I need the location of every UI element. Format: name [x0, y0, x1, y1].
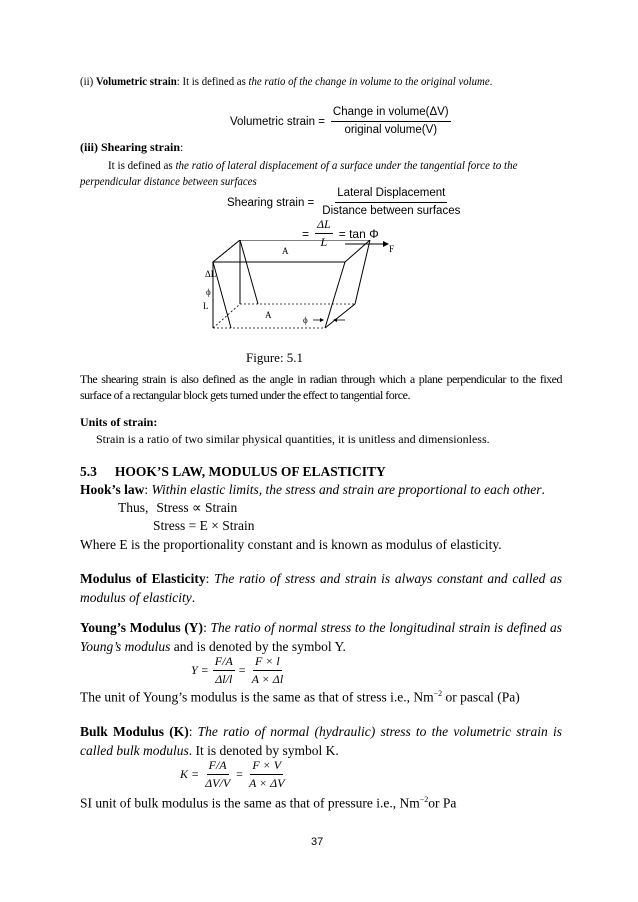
bulk-modulus-definition: The ratio of normal (hydraulic) stress to the volumetric strain is called bulk modulus [80, 724, 562, 758]
units-text: Strain is a ratio of two similar physical quantities, it is unitless and dimensionless. [96, 432, 490, 446]
fraction-numerator: F × l [253, 654, 282, 671]
phi-arrow-label: ϕ [303, 315, 308, 325]
heading-colon: : [180, 140, 184, 154]
fraction-numerator: ΔL [315, 217, 333, 234]
equals-sign: = [236, 767, 243, 781]
section-title: HOOK’S LAW, MODULUS OF ELASTICITY [114, 464, 386, 479]
top-face-a-label: A [282, 246, 289, 256]
fraction-numerator: Lateral Displacement [335, 186, 447, 203]
fraction-numerator: F/A [207, 758, 229, 775]
shearing-definition-line1 [108, 158, 553, 173]
definition-text: the ratio of lateral displacement of a surface under the tangential force to the [175, 158, 518, 172]
fraction-denominator: A × Δl [251, 672, 284, 686]
item-prefix: (ii) [80, 74, 96, 88]
period: . [489, 74, 493, 88]
fraction-denominator: Distance between surfaces [322, 205, 461, 217]
figure-caption: Figure: 5.1 [246, 350, 304, 365]
youngs-modulus-definition: The ratio of normal stress to the longitudinal strain is defined as Young’s modulus [80, 620, 562, 654]
fraction-denominator: Δl/l [215, 672, 233, 686]
phi-displacement-arrow [313, 318, 345, 322]
youngs-modulus-equation [191, 654, 285, 687]
stress-over-strain-fraction [213, 654, 235, 687]
section-number: 5.3 [80, 464, 97, 479]
bulk-modulus-term: Bulk Modulus (K) [80, 724, 189, 739]
fraction-numerator: F/A [213, 654, 235, 671]
hooks-where-text: Where E is the proportionality constant and is known as modulus of elasticity. [80, 537, 502, 552]
youngs-modulus-tail: and is denoted by the symbol Y. [170, 639, 346, 654]
volumetric-fraction [331, 105, 451, 138]
bulk-modulus-unit [80, 795, 456, 812]
hooks-law-paragraph [80, 482, 545, 498]
definition-continuation: perpendicular distance between surfaces [80, 174, 257, 188]
shearing-strain-equation [227, 186, 462, 219]
colon: : [144, 482, 152, 497]
force-f-label: F [389, 244, 395, 254]
unit-exponent: −2 [419, 795, 429, 804]
modulus-of-elasticity-paragraph [80, 569, 562, 607]
force-arrow [345, 241, 389, 247]
thus-label: Thus, [118, 500, 149, 515]
fv-over-adv-fraction [247, 758, 287, 791]
fl-over-adl-fraction [250, 654, 286, 687]
phi-angle-label: ϕ [206, 287, 211, 297]
period: . [541, 482, 545, 497]
volumetric-strain-term: Volumetric strain [95, 74, 177, 88]
equation-lhs: Volumetric strain = [230, 115, 325, 128]
fraction-numerator: F × V [250, 758, 283, 775]
equation-lhs: K = [180, 767, 200, 781]
equation-lhs: Shearing strain = [227, 196, 315, 209]
delta-l-label: ΔL [205, 269, 217, 279]
hooks-relation-2: Stress = E × Strain [153, 518, 255, 533]
units-heading: Units of strain: [80, 415, 158, 429]
colon: : [188, 724, 198, 739]
fraction-denominator: original volume(V) [344, 124, 438, 136]
definition-lead: It is defined as [108, 158, 176, 172]
period: . [191, 590, 196, 605]
tan-phi: = tan Φ [338, 226, 379, 241]
bulk-modulus-tail: . It is denoted by symbol K. [188, 743, 339, 758]
fraction-denominator: L [320, 235, 328, 249]
unit-text: SI unit of bulk modulus is the same as that of pressure i.e., Nm [80, 795, 420, 811]
modulus-definition: The ratio of stress and strain is always constant and called as modulus of elasticity [80, 571, 563, 605]
shearing-strain-heading [80, 140, 183, 155]
youngs-modulus-paragraph [80, 618, 562, 656]
volumetric-colon: : It is defined as [176, 74, 249, 88]
youngs-modulus-unit [80, 689, 520, 706]
fraction-numerator: Change in volume(ΔV) [331, 105, 451, 122]
volumetric-strain-equation [230, 105, 451, 138]
hooks-law-term: Hook’s law [80, 482, 145, 497]
equals-sign: = [238, 663, 246, 677]
equals-sign: = [302, 226, 310, 241]
colon: : [205, 571, 215, 586]
bulk-modulus-equation [180, 758, 287, 791]
bottom-face-a-label: A [265, 310, 272, 320]
fraction-denominator: ΔV/V [205, 776, 231, 790]
hooks-law-definition: Within elastic limits, the stress and strain are proportional to each other [151, 482, 542, 497]
volumetric-strain-paragraph [80, 74, 538, 89]
unit-text-end: or Pa [428, 795, 457, 811]
equation-lhs: Y = [191, 663, 209, 677]
stress-over-volumetric-strain-fraction [203, 758, 232, 791]
youngs-modulus-term: Young’s Modulus (Y) [80, 620, 204, 635]
modulus-term: Modulus of Elasticity [80, 571, 206, 586]
heading-text: (iii) Shearing strain [80, 140, 181, 154]
page-number: 37 [311, 836, 324, 848]
unit-exponent: −2 [433, 689, 443, 698]
bulk-modulus-paragraph [80, 722, 562, 760]
shear-block-figure [195, 240, 395, 342]
sheared-block [213, 240, 370, 328]
shearing-fraction [320, 186, 462, 219]
colon: : [203, 620, 211, 635]
unit-text-end: or pascal (Pa) [442, 689, 520, 705]
unit-text: The unit of Young’s modulus is the same as that of stress i.e., Nm [80, 689, 434, 705]
section-heading [80, 464, 386, 480]
volumetric-definition: the ratio of the change in volume to the original volume [248, 74, 490, 88]
fraction-denominator: A × ΔV [248, 776, 285, 790]
hooks-relation-1 [118, 500, 237, 516]
shear-angle-note: The shearing strain is also defined as the angle in radian through which a plane perpendicular to the fixed surface of a rectangular block gets turned under the effect to tangential force. [80, 372, 562, 402]
proportionality-relation: Stress ∝ Strain [156, 500, 238, 515]
length-l-label: L [203, 301, 209, 311]
